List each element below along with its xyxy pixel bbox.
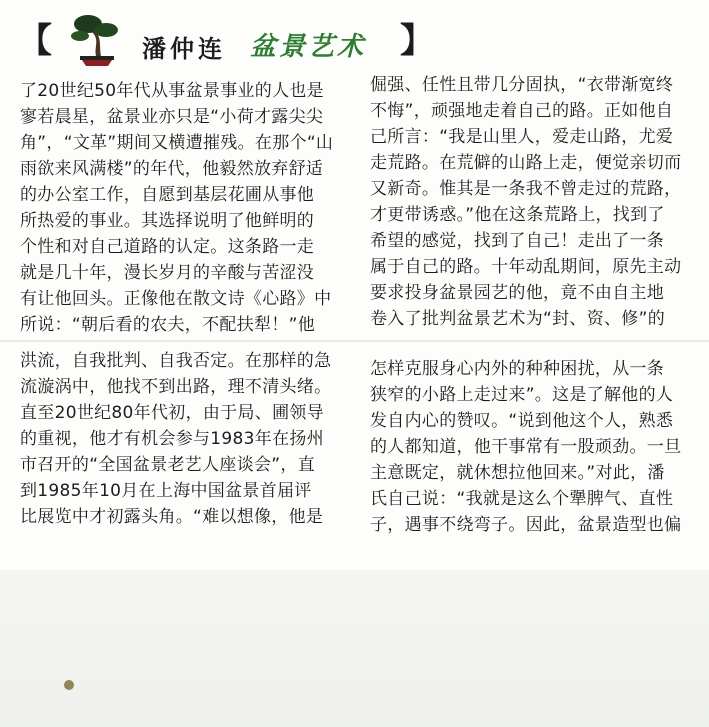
text-line: 才更带诱惑。”他在这条荒路上，找到了 xyxy=(370,205,665,225)
text-line: 卷入了批判盆景艺术为“封、资、修”的 xyxy=(370,309,666,329)
text-line: 氏自己说：“我就是这么个犟脾气、直性 xyxy=(370,489,674,509)
text-line: 的人都知道，他干事常有一股顽劲。一旦 xyxy=(370,437,682,457)
text-line: 不悔”，顽强地走着自己的路。正如他自 xyxy=(370,101,674,121)
bonsai-icon xyxy=(66,10,128,68)
text-line: 雨欲来风满楼”的年代，他毅然放弃舒适 xyxy=(20,159,324,179)
text-line: 怎样克服身心内外的种种困扰，从一条 xyxy=(370,359,665,379)
text-line: 主意既定，就休想拉他回来。”对此，潘 xyxy=(370,463,665,483)
author-name: 潘仲连 xyxy=(142,34,226,63)
text-line: 比展览中才初露头角。“难以想像，他是 xyxy=(20,507,324,527)
text-line: 要求投身盆景园艺的他，竟不由自主地 xyxy=(370,283,665,303)
text-line: 发自内心的赞叹。“说到他这个人，熟悉 xyxy=(370,411,674,431)
text-line: 己所言：“我是山里人，爱走山路，尤爱 xyxy=(370,127,674,147)
text-line: 走荒路。在荒僻的山路上走，便觉亲切而 xyxy=(370,153,682,173)
text-line: 子，遇事不绕弯子。因此，盆景造型也偏 xyxy=(370,515,682,535)
text-line: 流漩涡中，他找不到出路，理不清头绪。 xyxy=(20,377,332,397)
text-line: 个性和对自己道路的认定。这条路一走 xyxy=(20,237,315,257)
text-column-1 xyxy=(20,78,333,338)
text-line: 的办公室工作，自愿到基层花圃从事他 xyxy=(20,185,315,205)
section-title: 盆景艺术 xyxy=(250,32,367,62)
text-column-2 xyxy=(370,72,681,332)
text-line: 狭窄的小路上走过来”。这是了解他的人 xyxy=(370,385,674,405)
left-bracket: 【 xyxy=(18,21,52,61)
article-header xyxy=(18,10,698,70)
text-column-3 xyxy=(20,348,331,530)
text-line: 倔强、任性且带几分固执，“衣带渐宽终 xyxy=(370,75,674,95)
text-line: 到1985年10月在上海中国盆景首届评 xyxy=(20,481,312,501)
text-line: 了20世纪50年代从事盆景事业的人也是 xyxy=(20,81,324,101)
text-line: 的重视，他才有机会参与1983年在扬州 xyxy=(20,429,324,449)
text-line: 所热爱的事业。其选择说明了他鲜明的 xyxy=(20,211,315,231)
text-line: 市召开的“全国盆景老艺人座谈会”，直 xyxy=(20,455,316,475)
text-line: 有让他回头。正像他在散文诗《心路》中 xyxy=(20,289,332,309)
text-line: 洪流，自我批判、自我否定。在那样的急 xyxy=(20,351,332,371)
paper-stain xyxy=(64,680,74,690)
text-line: 就是几十年，漫长岁月的辛酸与苦涩没 xyxy=(20,263,315,283)
faded-bleedthrough-area xyxy=(0,570,709,727)
text-line: 直至20世纪80年代初，由于局、圃领导 xyxy=(20,403,324,423)
text-line: 角”，“文革”期间又横遭摧残。在那个“山 xyxy=(20,133,334,153)
right-bracket: 】 xyxy=(400,21,434,61)
text-line: 希望的感觉，找到了自己！走出了一条 xyxy=(370,231,665,251)
text-line: 又新奇。惟其是一条我不曾走过的荒路， xyxy=(370,179,682,199)
text-column-4 xyxy=(370,356,681,538)
section-divider xyxy=(0,340,709,342)
text-line: 属于自己的路。十年动乱期间，原先主动 xyxy=(370,257,682,277)
text-line: 所说：“朝后看的农夫，不配扶犁！”他 xyxy=(20,315,316,335)
text-line: 寥若晨星，盆景业亦只是“小荷才露尖尖 xyxy=(20,107,324,127)
